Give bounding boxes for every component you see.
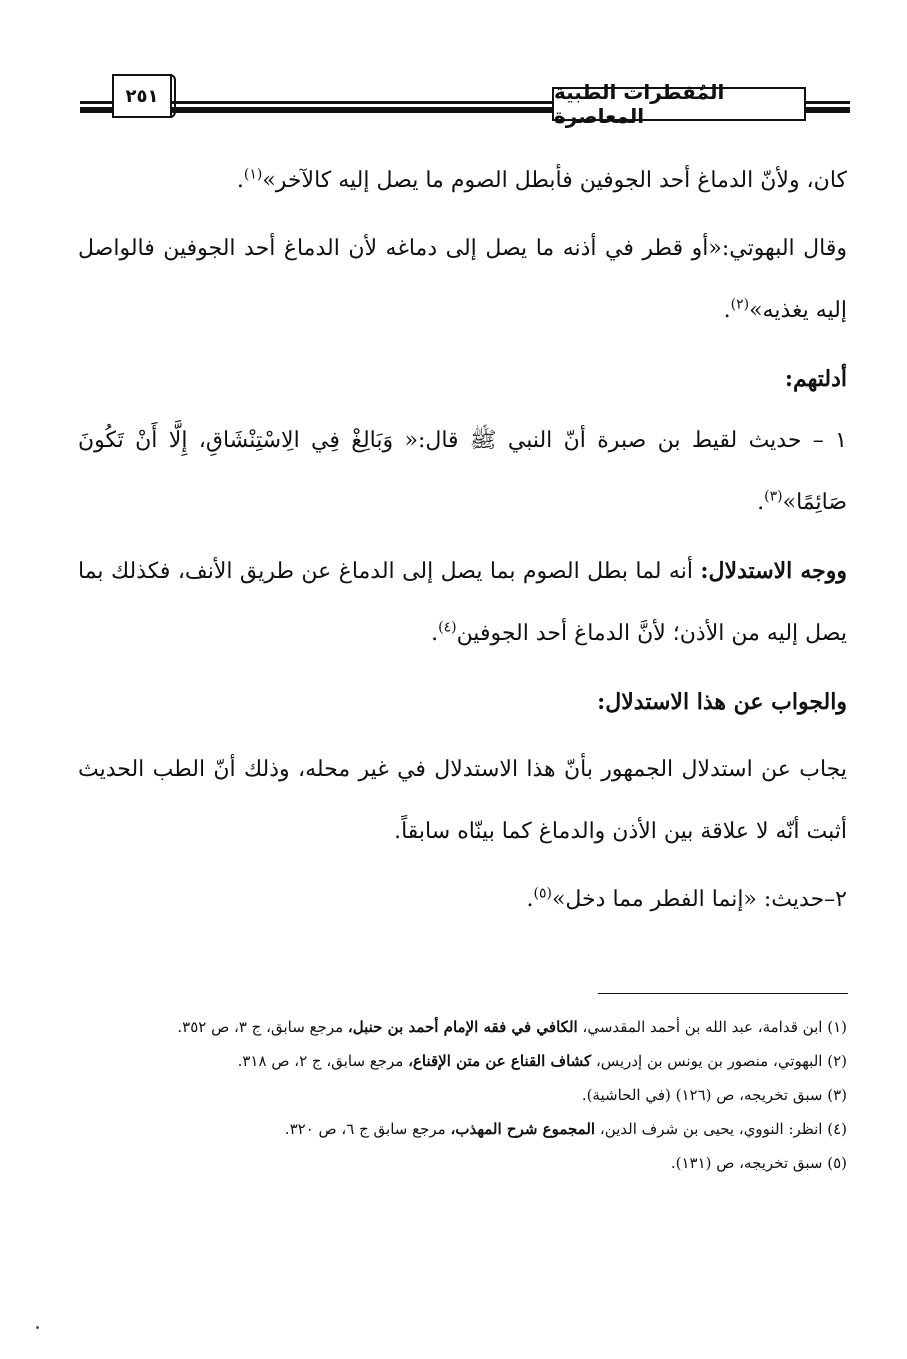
paragraph-text: ١ – حديث لقيط بن صبرة أنّ النبي ﷺ قال:« وَبَالِغْ فِي الِاسْتِنْشَاقِ، إِلَّا أَنْ تَكُونَ صَائِمًا» [78, 428, 847, 515]
footnote-ref: (٥) [533, 885, 552, 902]
footnote-text: انظر: النووي، يحيى بن شرف الدين، [595, 1120, 823, 1138]
footnote-ref: (٢) [730, 296, 750, 313]
paragraph: يجاب عن استدلال الجمهور بأنّ هذا الاستدلال في غير محله، وذلك أنّ الطب الحديث أثبت أنّه لا علاقة بين الأذن والدماغ كما بينّاه سابقاً. [78, 757, 847, 844]
footnote-ref: (٣) [764, 488, 783, 505]
footnote-ref: (١) [243, 166, 263, 183]
footnote-text: سبق تخريجه، ص (١٢٦) (في الحاشية). [581, 1086, 823, 1104]
footnote-text: مرجع سابق، ج ٢، ص ٣١٨. [237, 1052, 409, 1070]
footnote [78, 1112, 847, 1146]
footnotes [78, 1010, 847, 1180]
page-number: ٢٥١ [112, 74, 172, 118]
footnote-number: (٣) [827, 1086, 847, 1104]
paragraph: وقال البهوتي:«أو قطر في أذنه ما يصل إلى دماغه لأن الدماغ أحد الجوفين فالواصل إليه يغذيه»$^{(٢)}$. [78, 236, 847, 323]
footnote-text: سبق تخريجه، ص (١٣١). [670, 1154, 823, 1172]
footnote-text: البهوتي، منصور بن يونس بن إدريس، [591, 1052, 823, 1070]
footnote-separator [598, 993, 848, 994]
main-text [78, 150, 847, 931]
footnote-ref: (٤) [438, 619, 457, 636]
scan-speck [36, 1326, 39, 1329]
page-header [0, 70, 907, 130]
paragraph-text: كان، ولأنّ الدماغ أحد الجوفين فأبطل الصوم ما يصل إليه كالآخر» [262, 168, 847, 193]
footnote-number: (١) [827, 1018, 847, 1036]
paragraph: ١ – حديث لقيط بن صبرة أنّ النبي ﷺ قال:« وَبَالِغْ فِي الِاسْتِنْشَاقِ، إِلَّا أَنْ تَكُونَ صَائِمًا»$^{(٣)}$. [78, 428, 847, 515]
footnote [78, 1078, 847, 1112]
footnote [78, 1044, 847, 1078]
footnote-text: مرجع سابق ج ٦، ص ٣٢٠. [284, 1120, 451, 1138]
footnote [78, 1010, 847, 1044]
paragraph: ووجه الاستدلال: أنه لما بطل الصوم بما يصل إلى الدماغ عن طريق الأنف، فكذلك بما يصل إليه من الأذن؛ لأنَّ الدماغ أحد الجوفين$^{(٤)}$. [78, 558, 848, 646]
paragraph: ٢–حديث: «إنما الفطر مما دخل»$^{(٥)}$. [526, 885, 847, 912]
footnote-number: (٥) [827, 1154, 847, 1172]
section-heading: أدلتهم: [784, 366, 847, 392]
footnote-text: مرجع سابق، ج ٣، ص ٣٥٢. [177, 1018, 348, 1036]
footnote-number: (٢) [827, 1052, 847, 1070]
footnote-number: (٤) [827, 1120, 847, 1138]
paragraph-text: وقال البهوتي:«أو قطر في أذنه ما يصل إلى دماغه لأن الدماغ أحد الجوفين فالواصل إليه يغذيه» [78, 236, 847, 323]
book-title: الكافي في فقه الإمام أحمد بن حنبل، [347, 1018, 578, 1036]
footnote [78, 1146, 847, 1180]
paragraph: كان، ولأنّ الدماغ أحد الجوفين فأبطل الصوم ما يصل إليه كالآخر»$^{(١)}$. [236, 166, 847, 193]
running-title: المُفطرات الطبية المعاصرة [552, 87, 806, 121]
paragraph-text: أنه لما بطل الصوم بما يصل إلى الدماغ عن طريق الأنف، فكذلك بما يصل إليه من الأذن؛ لأنَّ الدماغ أحد الجوفين [78, 559, 847, 646]
paragraph-text: ٢–حديث: «إنما الفطر مما دخل» [551, 887, 847, 912]
book-title: كشاف القناع عن متن الإقناع، [408, 1052, 592, 1070]
book-title: المجموع شرح المهذب، [450, 1120, 596, 1138]
inline-heading: ووجه الاستدلال: [700, 558, 848, 584]
section-heading: والجواب عن هذا الاستدلال: [597, 689, 847, 715]
footnote-text: ابن قدامة، عبد الله بن أحمد المقدسي، [577, 1018, 823, 1036]
